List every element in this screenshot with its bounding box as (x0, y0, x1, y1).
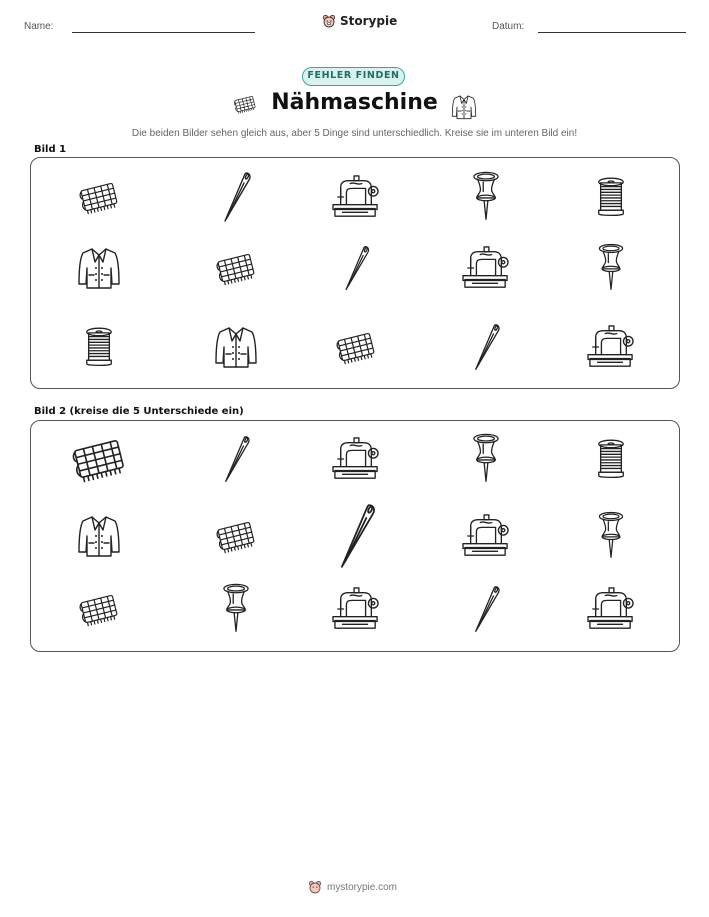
picture1-blanket-icon (213, 251, 259, 285)
picture2-label: Bild 2 (kreise die 5 Unterschiede ein) (34, 406, 244, 417)
footer-url: mystorypie.com (327, 881, 398, 893)
picture2-sewing-machine-icon[interactable] (331, 586, 381, 632)
picture2-sewing-machine-icon[interactable] (331, 436, 381, 482)
worksheet-type-badge: FEHLER FINDEN (302, 67, 405, 86)
picture1-thread-spool-icon (83, 326, 115, 368)
picture2-needle-icon[interactable] (466, 583, 506, 635)
name-label: Name: (24, 21, 54, 32)
picture1-pushpin-icon (595, 243, 627, 293)
title-jacket-icon (450, 93, 478, 125)
picture2-needle-icon[interactable] (216, 433, 256, 485)
picture2-sewing-machine-icon[interactable] (461, 513, 511, 559)
picture1-thread-spool-icon (595, 176, 627, 218)
picture2-blanket-icon[interactable] (76, 592, 122, 626)
brand-logo (322, 14, 397, 28)
picture1-needle-icon (336, 243, 376, 293)
picture2-panel (30, 420, 680, 652)
picture1-sewing-machine-icon (586, 324, 636, 370)
picture1-jacket-icon (212, 323, 260, 371)
name-line (72, 32, 255, 33)
picture2-pushpin-icon[interactable] (219, 583, 253, 635)
picture1-sewing-machine-icon (331, 174, 381, 220)
picture2-blanket-icon[interactable] (213, 519, 259, 553)
picture2-blanket-icon[interactable] (68, 436, 130, 482)
picture1-label: Bild 1 (34, 144, 67, 155)
page-title: Nähmaschine (271, 90, 438, 115)
bear-icon (322, 14, 336, 28)
picture2-needle-icon[interactable] (329, 500, 383, 572)
footer (308, 880, 397, 894)
picture2-sewing-machine-icon[interactable] (586, 586, 636, 632)
picture1-panel (30, 157, 680, 389)
picture2-jacket-icon[interactable] (75, 512, 123, 560)
picture1-jacket-icon (75, 244, 123, 292)
picture1-blanket-icon (76, 180, 122, 214)
bear-icon (308, 880, 322, 894)
picture1-blanket-icon (333, 330, 379, 364)
brand-name: Storypie (340, 14, 398, 28)
picture1-pushpin-icon (469, 171, 503, 223)
picture2-thread-spool-icon[interactable] (595, 438, 627, 480)
picture2-pushpin-icon[interactable] (595, 511, 627, 561)
picture1-sewing-machine-icon (461, 245, 511, 291)
page-title-wrap (0, 90, 709, 115)
date-label: Datum: (492, 21, 525, 32)
date-line (538, 32, 686, 33)
instructions: Die beiden Bilder sehen gleich aus, aber 5 Dinge sind unterschiedlich. Kreise sie im unteren Bild ein! (131, 128, 578, 139)
picture1-needle-icon (466, 321, 506, 373)
title-blanket-icon (232, 93, 258, 119)
picture1-needle-icon (216, 169, 256, 225)
picture2-pushpin-icon[interactable] (469, 433, 503, 485)
